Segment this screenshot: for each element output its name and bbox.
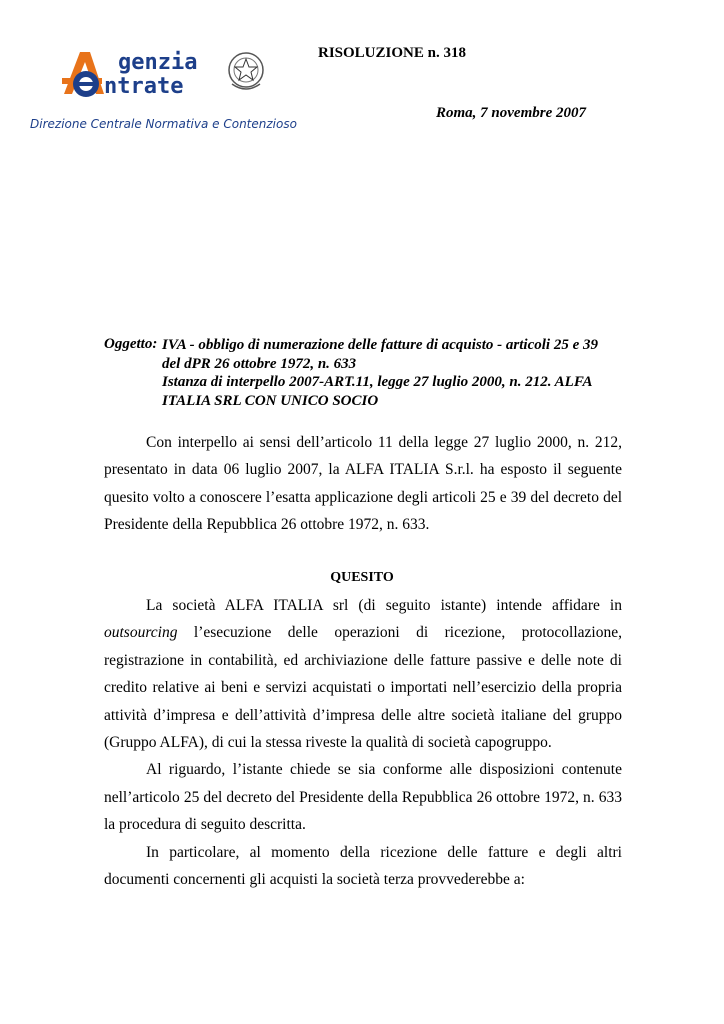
intro-section <box>104 429 622 539</box>
republic-emblem-icon <box>226 50 266 94</box>
subject-text <box>162 336 630 410</box>
agenzia-entrate-logo <box>56 48 266 110</box>
logo-word-ntrate: ntrate <box>104 74 184 99</box>
logo-word-genzia: genzia <box>118 50 198 75</box>
outsourcing-term: outsourcing <box>104 624 178 642</box>
quesito-paragraph-1 <box>104 592 622 756</box>
intro-paragraph: Con interpello ai sensi dell’articolo 11 della legge 27 luglio 2000, n. 212, presentato in data 06 luglio 2007, la ALFA ITALIA S.r.l. ha esposto il seguente quesito volto a conoscere l’esatta applicazione degli articoli 25 e 39 del decreto del Presidente della Repubblica 26 ottobre 1972, n. 633. <box>104 434 622 534</box>
paragraph-text: La società ALFA ITALIA srl (di seguito istante) intende affidare in <box>146 597 622 614</box>
quesito-heading: QUESITO <box>330 570 394 585</box>
document-date: Roma, 7 novembre 2007 <box>436 105 586 121</box>
quesito-section <box>104 592 622 893</box>
subject-line: del dPR 26 ottobre 1972, n. 633 <box>162 355 357 372</box>
department-name: Direzione Centrale Normativa e Contenzioso <box>30 117 297 131</box>
subject-line: IVA - obbligo di numerazione delle fatture di acquisto - articoli 25 e 39 <box>162 337 598 353</box>
subject-line: ITALIA SRL CON UNICO SOCIO <box>162 392 379 409</box>
quesito-paragraph-2: Al riguardo, l’istante chiede se sia conforme alle disposizioni contenute nell’articolo 25 del decreto del Presidente della Repubblica 26 ottobre 1972, n. 633 la procedura di seguito descritta. <box>104 761 622 834</box>
paragraph-text: l’esecuzione delle operazioni di ricezione, protocollazione, registrazione in contabilità, ed archiviazione delle fatture passive e delle note di credito relative ai beni e servizi acquistati o importati nell’esercizio della propria attività d’impresa e dell’attività d’impresa delle altre società italiane del gruppo (Gruppo ALFA), di cui la stessa riveste la qualità di società capogruppo. <box>104 624 622 752</box>
subject-label: Oggetto: <box>104 336 158 352</box>
logo-a-e-mark-icon <box>60 50 106 98</box>
subject-line: Istanza di interpello 2007-ART.11, legge 27 luglio 2000, n. 212. ALFA <box>162 374 593 390</box>
quesito-paragraph-3: In particolare, al momento della ricezione delle fatture e degli altri documenti concernenti gli acquisti la società terza provvederebbe a: <box>104 843 622 889</box>
document-number: RISOLUZIONE n. 318 <box>318 45 466 61</box>
